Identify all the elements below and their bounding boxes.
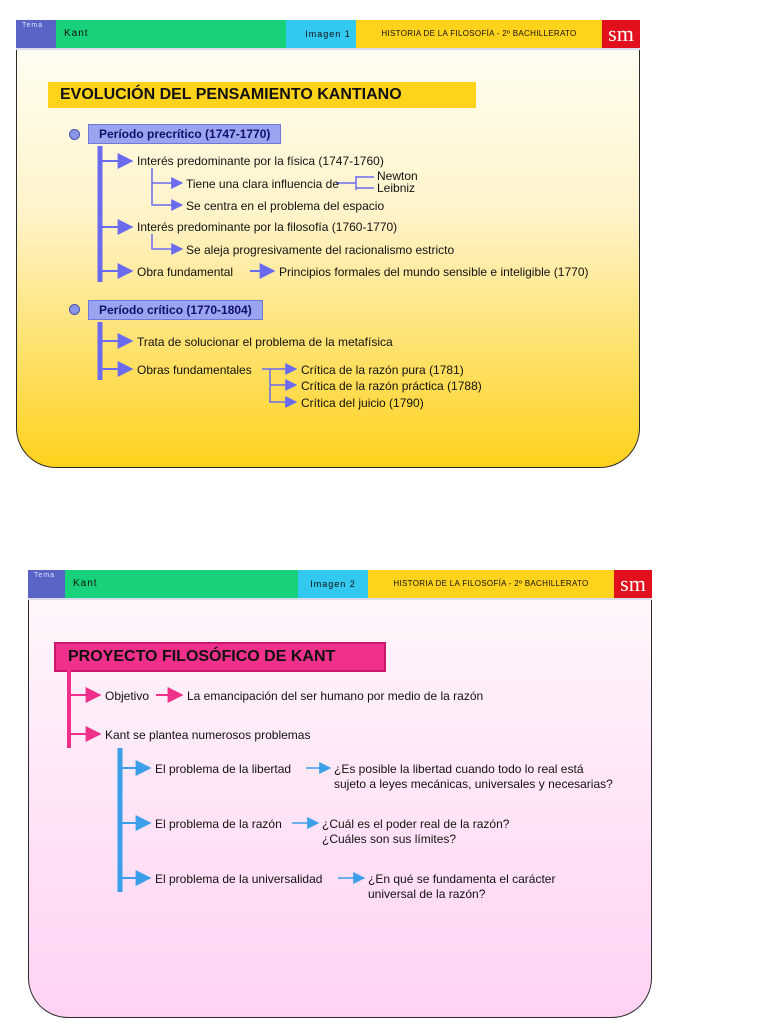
topic-cell: Kant <box>65 570 335 598</box>
problem-freedom-question: ¿Es posible la libertad cuando todo lo real está <box>334 762 584 776</box>
problem-freedom-label: El problema de la libertad <box>155 762 292 776</box>
slide-2 <box>28 570 652 1018</box>
work-item: Crítica del juicio (1790) <box>301 396 424 410</box>
connector-diagram <box>28 570 652 1018</box>
works-label: Obras fundamentales <box>137 363 252 377</box>
problem-reason-label: El problema de la razón <box>155 817 282 831</box>
slide-1 <box>16 20 640 468</box>
subject-cell: HISTORIA DE LA FILOSOFÍA - 2º BACHILLERATO <box>368 570 614 598</box>
problem-universality-label: El problema de la universalidad <box>155 872 323 886</box>
influence-text: Tiene una clara influencia de <box>186 177 339 191</box>
bullet-dot <box>69 304 80 315</box>
philosophy-interest: Interés predominante por la filosofía (1760-1770) <box>137 220 398 234</box>
problem-universality-question: ¿En qué se fundamenta el carácter <box>368 872 556 886</box>
problem-freedom-question: sujeto a leyes mecánicas, universales y necesarias? <box>334 777 613 791</box>
work-item: Crítica de la razón práctica (1788) <box>301 379 482 393</box>
subject-cell: HISTORIA DE LA FILOSOFÍA - 2º BACHILLERATO <box>356 20 602 48</box>
rationalism-text: Se aleja progresivamente del racionalismo estricto <box>186 243 455 257</box>
tema-label: Tema <box>34 572 56 579</box>
sm-logo: sm <box>602 20 640 48</box>
image-number-cell: Imagen 1 <box>286 20 370 48</box>
sm-logo: sm <box>614 570 652 598</box>
main-work-label: Obra fundamental <box>137 265 234 279</box>
period-critico-label: Período crítico (1770-1804) <box>88 300 263 320</box>
objective-text: La emancipación del ser humano por medio de la razón <box>187 689 484 703</box>
space-problem: Se centra en el problema del espacio <box>186 199 385 213</box>
image-number-cell: Imagen 2 <box>298 570 368 598</box>
work-item: Crítica de la razón pura (1781) <box>301 363 464 377</box>
problems-label: Kant se plantea numerosos problemas <box>105 728 311 742</box>
physics-interest: Interés predominante por la física (1747-1760) <box>137 154 384 168</box>
topic-cell: Kant <box>56 20 302 48</box>
metaphysics-text: Trata de solucionar el problema de la metafísica <box>137 335 393 349</box>
main-work-title: Principios formales del mundo sensible e inteligible (1770) <box>279 265 589 279</box>
slide-title: EVOLUCIÓN DEL PENSAMIENTO KANTIANO <box>48 82 476 108</box>
newton-text: Newton <box>377 169 418 183</box>
problem-universality-question: universal de la razón? <box>368 887 486 901</box>
leibniz-text: Leibniz <box>377 181 416 195</box>
objective-label: Objetivo <box>105 689 150 703</box>
tema-label: Tema <box>22 22 44 29</box>
period-precritico-label: Período precrítico (1747-1770) <box>88 124 281 144</box>
problem-reason-question: ¿Cuál es el poder real de la razón? <box>322 817 510 831</box>
problem-reason-question: ¿Cuáles son sus límites? <box>322 832 457 846</box>
bullet-dot <box>69 129 80 140</box>
slide-title: PROYECTO FILOSÓFICO DE KANT <box>54 642 386 672</box>
